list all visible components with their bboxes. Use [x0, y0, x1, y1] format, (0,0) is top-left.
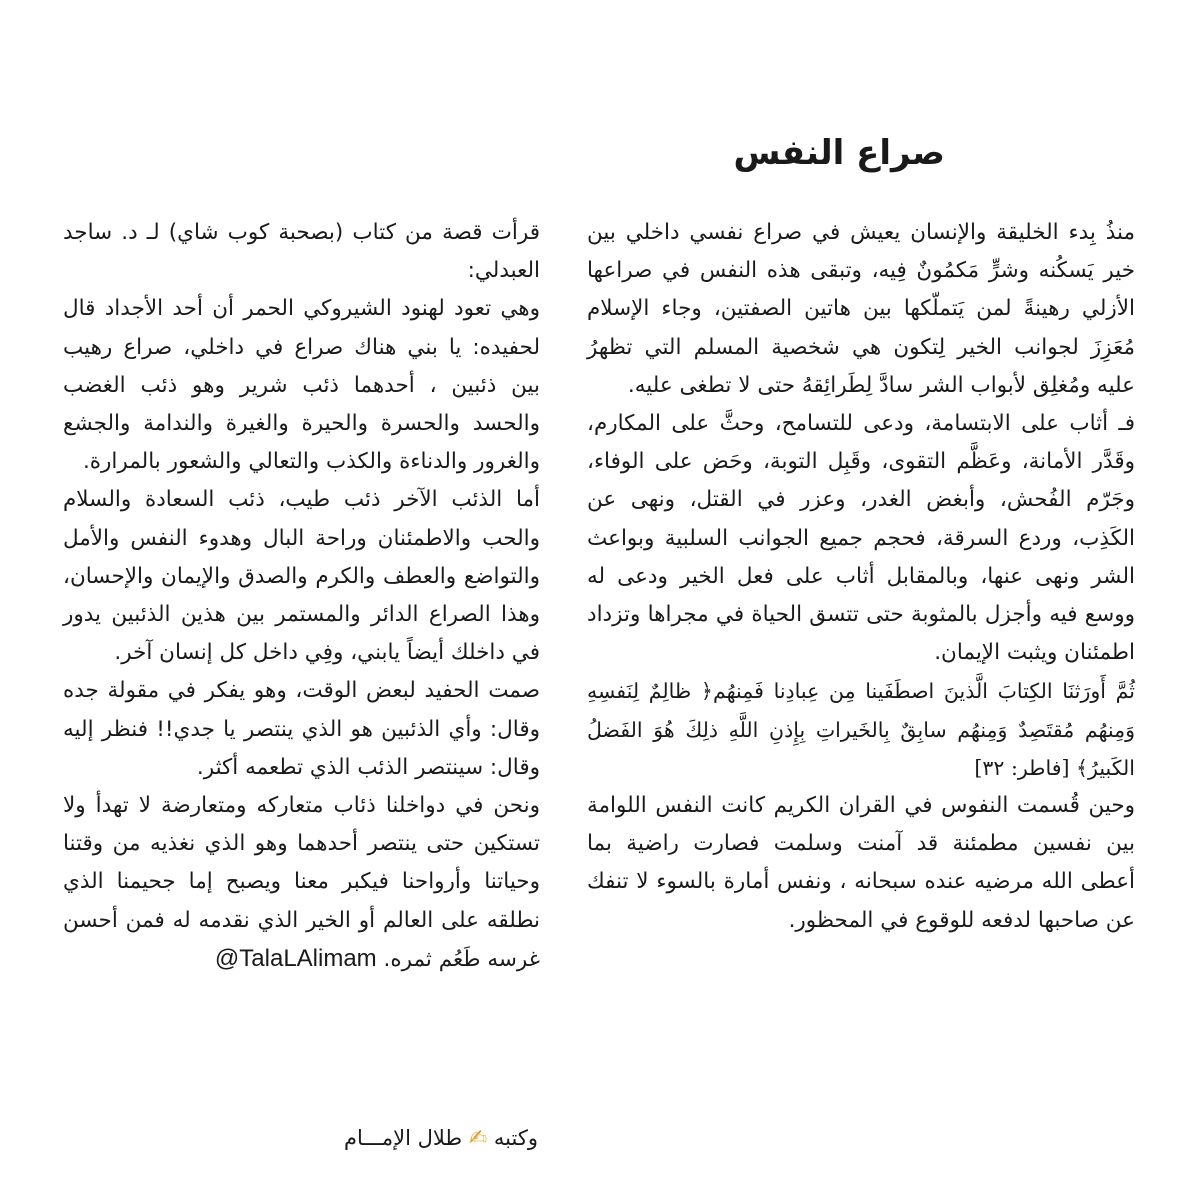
signature-prefix: وكتبه	[493, 1126, 538, 1150]
paragraph-virtues: فـ أثاب على الابتسامة، ودعى للتسامح، وحثَّ على المكارم، وقَدَّر الأمانة، وعَظَّم التقوى، وقَبِل التوبة، وحَض على الوفاء، وجَرّم الفُحش، وأبغض الغدر، وعزر في القتل، ونهى عن الكَذِب، وردع السرقة، فحجم جميع الجوانب السلبية وبواعث الشر ونهى عنها، وبالمقابل أثاب على فعل الخير ودعى له ووسع فيه وأجزل بالمثوبة حتى تتسق الحياة في مجراها وتزداد اطمئنان ويثبت الإيمان.	[587, 411, 1135, 666]
article-title: صراع النفس	[733, 133, 945, 173]
quran-verse: ثُمَّ أَورَثنَا الكِتابَ الَّذينَ اصطَفَينا مِن عِبادِنا فَمِنهُم﴿ ظالِمٌ لِنَفسِهِ وَمِنهُم مُقتَصِدٌ وَمِنهُم سابِقٌ بِالخَيراتِ بِإِذنِ اللَّهِ ذلِكَ هُوَ الفَضلُ الكَبيرُ﴾ [فاطر: ٣٢]	[587, 679, 1135, 780]
paragraph-good-wolf: أما الذئب الآخر ذئب طيب، ذئب السعادة والسلام والحب والاطمئنان وراحة البال وهدوء النفس والأمل والتواضع والعطف والكرم والصدق والإيمان والإحسان، وهذا الصراع الدائر والمستمر بين هذين الذئبين يدور في داخلك أيضاً يابني، وفِي داخل كل إنسان آخر.	[63, 487, 540, 666]
paragraph-cherokee-story: وهي تعود لهنود الشيروكي الحمر أن أحد الأجداد قال لحفيده: يا بني هناك صراع في داخلي، صراع رهيب بين ذئبين ، أحدهما ذئب شرير وهو ذئب الغضب والحسد والحسرة والحيرة والغيرة والندامة والجشع والغرور والدناءة والكذب والتعالي والشعور بالمرارة.	[63, 296, 540, 475]
paragraph-conclusion	[63, 787, 540, 979]
author-handle: @TalaLAlimam	[214, 944, 377, 972]
paragraph-intro: منذُ بِدء الخليقة والإنسان يعيش في صراع نفسي داخلي بين خير يَسكُنه وشرٍّ مَكمُونٌ فِيه، وتبقى هذه النفس في صراعها الأزلي رهينةً لمن يَتملّكها بين هاتين الصفتين، وجاء الإسلام مُعَزِزَ لجوانب الخير لِتكون هي شخصية المسلم التي تظهرُ عليه ومُغلِق لأبواب الشر سادَّ لِطَرائِقهُ حتى لا تطغى عليه.	[587, 220, 1135, 398]
signature	[344, 1120, 538, 1157]
writing-hand-icon: ✍	[468, 1126, 488, 1151]
left-column	[63, 214, 540, 979]
right-column	[587, 214, 1135, 940]
paragraph-grandson: صمت الحفيد لبعض الوقت، وهو يفكر في مقولة جده وقال: وأي الذئبين هو الذي ينتصر يا جدي!! فنظر إليه وقال: سينتصر الذئب الذي تطعمه أكثر.	[63, 678, 540, 780]
paragraph-book-reference: قرأت قصة من كتاب (بصحبة كوب شاي) لـ د. ساجد العبدلي:	[63, 220, 540, 284]
paragraph-souls: وحين قُسمت النفوس في القران الكريم كانت النفس اللوامة بين نفسين مطمئنة قد آمنت وسلمت فصارت راضية بما أعطى الله مرضيه عنده سبحانه ، ونفس أمارة بالسوء لا تنفك عن صاحبها لدفعه للوقوع في المحظور.	[587, 793, 1135, 933]
conclusion-text: ونحن في دواخلنا ذئاب متعاركه ومتعارضة لا تهدأ ولا تستكين حتى ينتصر أحدهما وهو الذي نغذيه من وقتنا وحياتنا وأرواحنا فيكبر معنا ويصبح إما جحيمنا الذي نطلقه على العالم أو الخير الذي نقدمه له فمن أحسن غرسه طَعُم ثمره.	[63, 793, 540, 972]
signature-name: طلال الإمـــام	[344, 1126, 463, 1150]
